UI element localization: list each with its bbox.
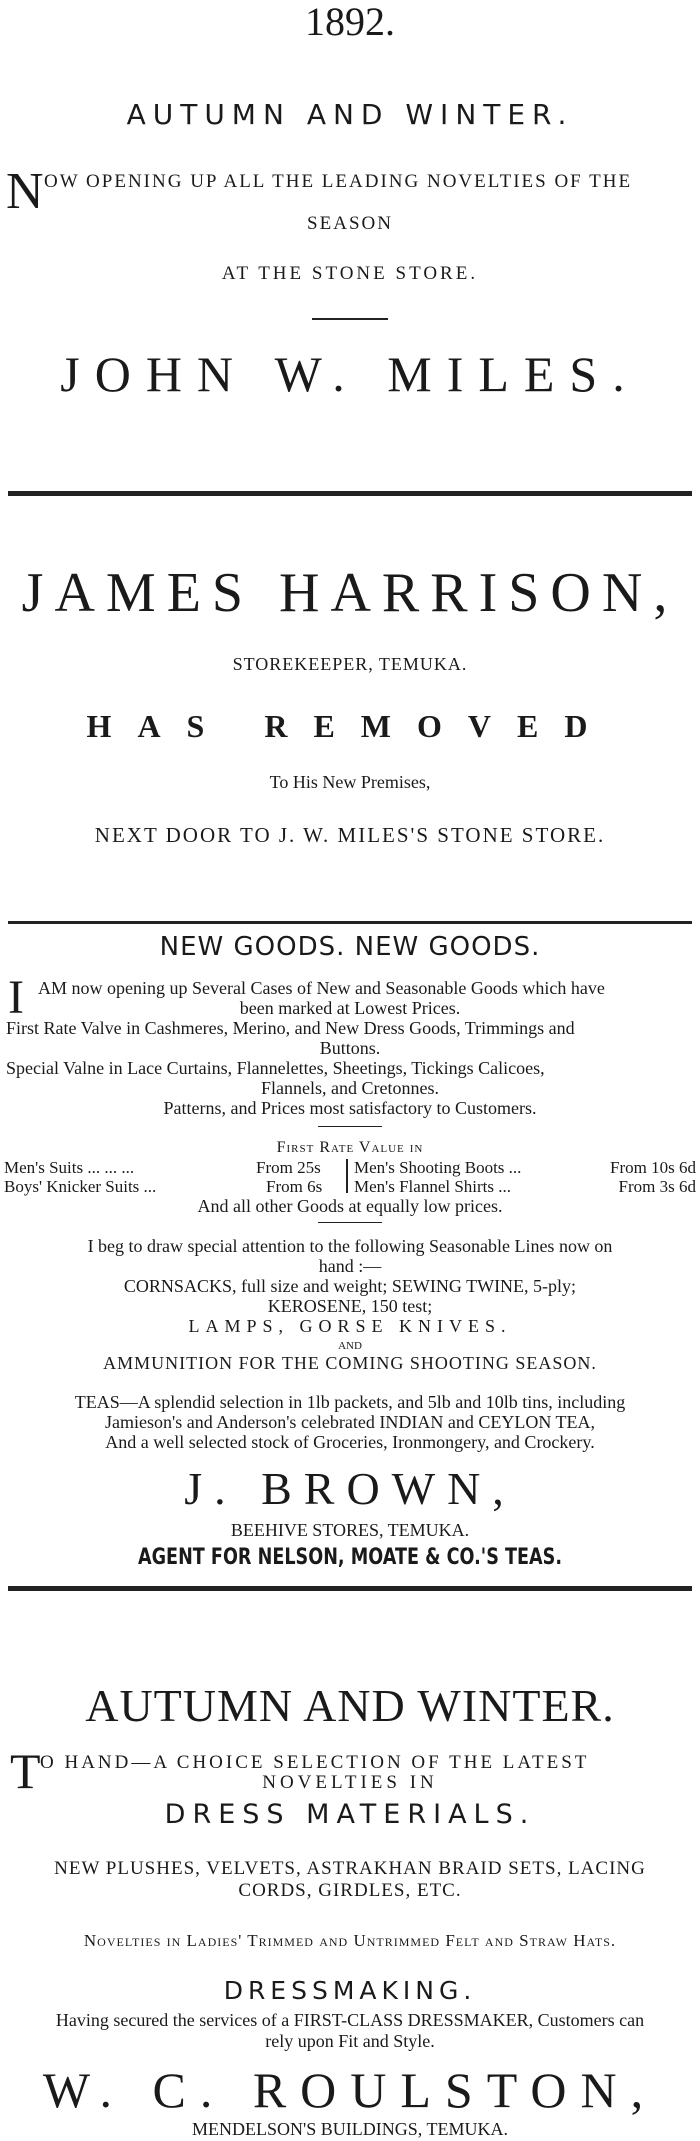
ad4-dropcap: T [10,1743,41,1799]
ad3-name: J. BROWN, [184,1463,516,1514]
ad3-price-row [4,1177,696,1196]
price-item-left: Men's Suits ... ... ... [4,1158,135,1177]
ad1-divider [312,318,388,320]
ad4-dressmaker-line2: rely upon Fit and Style. [265,2031,435,2051]
ad4-plushes-line1: NEW PLUSHES, VELVETS, ASTRAKHAN BRAID SETS, LACING [54,1858,646,1879]
ad3-teas-line1: TEAS—A splendid selection in 1lb packets, and 5lb and 10lb tins, including [74,1392,626,1412]
separator-rule-3 [8,1586,692,1591]
price-value-right: From 10s 6d [610,1158,696,1177]
ad3-stores: BEEHIVE STORES, TEMUKA. [230,1520,470,1540]
ad3-heading: NEW GOODS. NEW GOODS. [159,932,541,962]
ad3-agent: AGENT FOR NELSON, MOATE & CO.'S TEAS. [137,1545,563,1570]
ad3-teas-line2: Jamieson's and Anderson's celebrated INDIAN and CEYLON TEA, [104,1412,596,1432]
ad2-name: JAMES HARRISON, [21,562,679,624]
ad3-price-list [4,1158,696,1196]
ad3-dropcap: I [8,971,24,1024]
ad1-line2: SEASON [307,213,393,234]
price-item-right: Men's Shooting Boots ... [354,1158,522,1177]
price-value-right: From 3s 6d [618,1177,696,1196]
ad3-kerosene: KEROSENE, 150 test; [267,1296,433,1316]
ad3-para3-line2: Flannels, and Cretonnes. [261,1078,439,1098]
ad3-para4: Patterns, and Prices most satisfactory to Customers. [163,1098,537,1118]
ad3-divider-2 [318,1222,382,1223]
ad2-occupation: STOREKEEPER, TEMUKA. [232,654,468,674]
ad4-dressmaker-line1: Having secured the services of a FIRST-CLASS DRESSMAKER, Customers can [55,2010,645,2030]
separator-rule-2 [8,921,692,924]
ad1-dropcap: N [6,163,44,220]
ad3-lamps: LAMPS, GORSE KNIVES. [188,1316,512,1336]
ad4-dressmaking: DRESSMAKING. [223,1976,477,2005]
price-value-left: From 6s [266,1177,323,1196]
price-item-left: Boys' Knicker Suits ... [4,1177,157,1196]
ad4-novelties: Novelties in Ladies' Trimmed and Untrimmed Felt and Straw Hats. [83,1931,617,1950]
ad4-plushes-line2: CORDS, GIRDLES, ETC. [238,1880,462,1901]
ad3-value-heading: First Rate Value in [276,1139,424,1156]
ad3-para2-line1: First Rate Valve in Cashmeres, Merino, and New Dress Goods, Trimmings and [6,1018,575,1038]
ad4-heading: AUTUMN AND WINTER. [85,1680,615,1731]
ad4-line2: NOVELTIES IN [262,1772,438,1793]
price-value-left: From 25s [256,1158,321,1177]
separator-rule-1 [8,491,692,496]
ad3-and: AND [338,1340,362,1352]
ad3-divider-1 [318,1126,382,1127]
ad3-para2-line2: Buttons. [319,1038,381,1058]
ad4-line1: O HAND—A CHOICE SELECTION OF THE LATEST [40,1752,590,1773]
ad2-removed: HAS REMOVED [86,708,614,744]
ad4-dress-materials: DRESS MATERIALS. [164,1799,536,1830]
ad3-price-row [4,1158,696,1177]
ad1-name: JOHN W. MILES. [60,346,640,402]
ad2-to-premises: To His New Premises, [269,772,431,792]
ad3-attention-line1: I beg to draw special attention to the following Seasonable Lines now on [87,1236,613,1256]
ad3-attention-line2: hand :— [318,1256,382,1276]
ad4-name: W. C. ROULSTON, [42,2062,658,2118]
ad3-cornsacks: CORNSACKS, full size and weight; SEWING TWINE, 5-ply; [123,1276,577,1296]
ad2-next-door: NEXT DOOR TO J. W. MILES'S STONE STORE. [94,823,606,847]
price-item-right: Men's Flannel Shirts ... [354,1177,512,1196]
ad1-heading: AUTUMN AND WINTER. [126,98,574,131]
ad4-address: MENDELSON'S BUILDINGS, TEMUKA. [192,2119,508,2139]
ad3-other-goods: And all other Goods at equally low prices. [197,1196,503,1216]
ad1-line3: AT THE STONE STORE. [221,263,479,284]
ad3-para1-line2: been marked at Lowest Prices. [239,998,461,1018]
ad1-line1: OW OPENING UP ALL THE LEADING NOVELTIES OF THE [44,171,633,192]
ad3-para3-line1: Special Valne in Lace Curtains, Flannelettes, Sheetings, Tickings Calicoes, [6,1058,545,1078]
ad3-para1-line1: AM now opening up Several Cases of New and Seasonable Goods which have [38,978,605,998]
ad1-year: 1892. [305,0,395,44]
ad3-teas-line3: And a well selected stock of Groceries, Ironmongery, and Crockery. [105,1432,595,1452]
ad3-ammunition: AMMUNITION FOR THE COMING SHOOTING SEASON. [103,1353,597,1373]
